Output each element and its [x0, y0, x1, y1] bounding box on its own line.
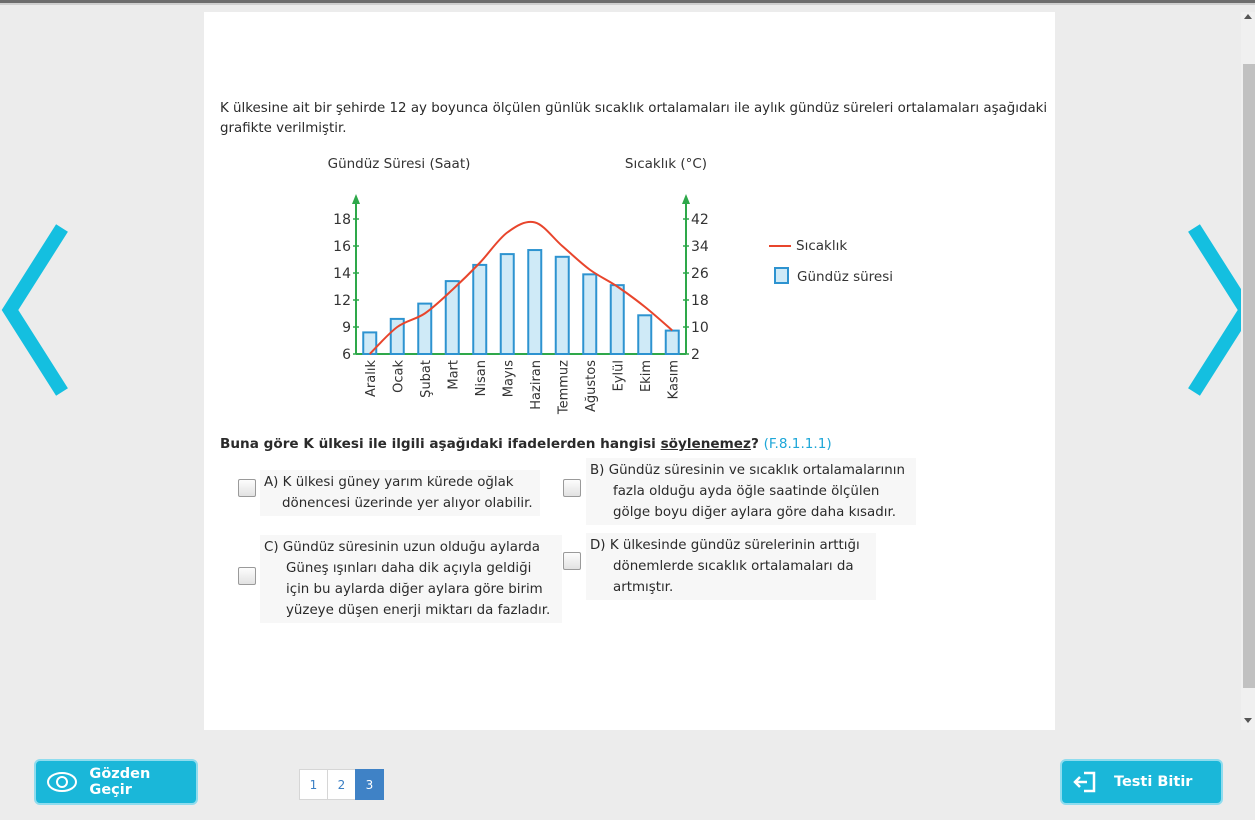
y-left-tick-label: 12	[333, 293, 351, 309]
option-c-line-2: Güneş ışınları daha dik açıyla geldiği	[286, 561, 532, 576]
x-tick-label: Eylül	[611, 360, 627, 392]
x-tick-label: Kasım	[666, 360, 682, 400]
y-left-tick-label: 14	[333, 266, 351, 282]
outcome-code: (F.8.1.1.1)	[763, 436, 832, 452]
scroll-up-arrow-icon[interactable]	[1244, 14, 1252, 19]
x-tick-label: Şubat	[418, 360, 434, 398]
option-b-line-1: B) Gündüz süresinin ve sıcaklık ortalamalarının	[590, 463, 905, 478]
temperature-daylight-chart	[294, 150, 914, 430]
x-tick-label: Mart	[446, 360, 462, 390]
y-right-tick-label: 34	[691, 239, 709, 255]
prompt-text: Buna göre K ülkesi ile ilgili aşağıdaki ifadelerden hangisi	[220, 436, 661, 452]
scroll-down-arrow-icon[interactable]	[1244, 718, 1252, 723]
daylight-bar	[501, 254, 514, 354]
option-b-line-2: fazla olduğu ayda öğle saatinde ölçülen	[613, 484, 880, 499]
y-left-axis-label: Gündüz Süresi (Saat)	[327, 156, 471, 172]
x-tick-label: Ekim	[638, 360, 654, 393]
y-left-tick-label: 18	[333, 212, 351, 228]
temperature-line	[370, 222, 673, 354]
option-a-line-2: dönencesi üzerinde yer alıyor olabilir.	[282, 496, 533, 511]
daylight-bar	[363, 332, 376, 354]
option-d-line-3: artmıştır.	[613, 580, 674, 595]
daylight-bar	[638, 315, 651, 354]
y-right-axis-arrow-icon	[682, 194, 690, 204]
window-top-shadow	[0, 3, 1255, 5]
y-left-axis-arrow-icon	[352, 194, 360, 204]
x-tick-label: Mayıs	[501, 360, 517, 398]
page-navigation	[299, 769, 383, 800]
legend-temperature-label: Sıcaklık	[796, 238, 848, 254]
option-d-line-1: D) K ülkesinde gündüz sürelerinin arttığı	[590, 538, 860, 553]
option-c[interactable]	[260, 535, 562, 623]
y-right-axis-label: Sıcaklık (°C)	[624, 156, 708, 172]
y-left-tick-label: 16	[333, 239, 351, 255]
review-button-label: Gözden Geçir	[89, 766, 151, 798]
option-b-checkbox[interactable]	[563, 479, 581, 497]
option-c-checkbox[interactable]	[238, 567, 256, 585]
finish-test-button[interactable]	[1060, 759, 1223, 805]
x-tick-label: Nisan	[473, 360, 489, 397]
option-d-checkbox[interactable]	[563, 552, 581, 570]
x-tick-label: Aralık	[363, 360, 379, 397]
y-right-tick-label: 10	[691, 320, 709, 336]
x-tick-label: Ocak	[391, 360, 407, 393]
question-panel	[204, 12, 1055, 730]
y-right-tick-label: 26	[691, 266, 709, 282]
option-b-line-3: gölge boyu diğer aylara göre daha kısadır.	[613, 505, 896, 520]
option-a[interactable]	[260, 470, 540, 516]
daylight-bar	[556, 257, 569, 354]
option-c-line-3: için bu aylarda diğer aylara göre birim	[286, 582, 543, 597]
question-prompt	[220, 436, 832, 452]
prompt-negative-word: söylenemez	[660, 436, 751, 452]
y-left-tick-label: 9	[342, 320, 351, 336]
daylight-bar	[528, 250, 541, 354]
daylight-bar	[473, 265, 486, 354]
page-3-button[interactable]: 3	[355, 769, 384, 800]
option-d[interactable]	[586, 533, 876, 600]
review-button[interactable]	[34, 759, 198, 805]
eye-icon	[46, 770, 81, 794]
y-right-tick-label: 42	[691, 212, 709, 228]
x-tick-label: Temmuz	[556, 360, 572, 415]
y-left-tick-label: 6	[342, 347, 351, 363]
daylight-bar	[446, 281, 459, 354]
y-right-tick-label: 18	[691, 293, 709, 309]
option-c-line-1: C) Gündüz süresinin uzun olduğu aylarda	[264, 540, 540, 555]
exit-icon	[1072, 770, 1100, 794]
finish-test-button-label: Testi Bitir	[1114, 774, 1193, 790]
option-c-line-4: yüzeye düşen enerji miktarı da fazladır.	[286, 603, 551, 618]
daylight-bar	[583, 274, 596, 354]
daylight-bar	[611, 285, 624, 354]
option-b[interactable]	[586, 458, 916, 525]
daylight-bar	[666, 331, 679, 354]
scrollbar-thumb[interactable]	[1243, 64, 1255, 688]
option-d-line-2: dönemlerde sıcaklık ortalamaları da	[613, 559, 854, 574]
option-a-checkbox[interactable]	[238, 479, 256, 497]
x-tick-label: Haziran	[528, 360, 544, 410]
question-intro: K ülkesine ait bir şehirde 12 ay boyunca ölçülen günlük sıcaklık ortalamaları ile aylık gündüz süreleri ortalamaları aşağıdaki grafikte verilmiştir.	[220, 101, 1048, 136]
option-a-line-1: A) K ülkesi güney yarım kürede oğlak	[264, 475, 514, 490]
legend-daylight-label: Gündüz süresi	[797, 269, 894, 285]
page-1-button[interactable]: 1	[299, 769, 328, 800]
previous-question-arrow-icon[interactable]	[0, 222, 70, 398]
page-2-button[interactable]: 2	[327, 769, 356, 800]
legend-daylight-swatch	[775, 268, 788, 283]
y-right-tick-label: 2	[691, 347, 700, 363]
prompt-question-mark: ?	[750, 436, 759, 452]
x-tick-label: Ağustos	[583, 360, 599, 412]
